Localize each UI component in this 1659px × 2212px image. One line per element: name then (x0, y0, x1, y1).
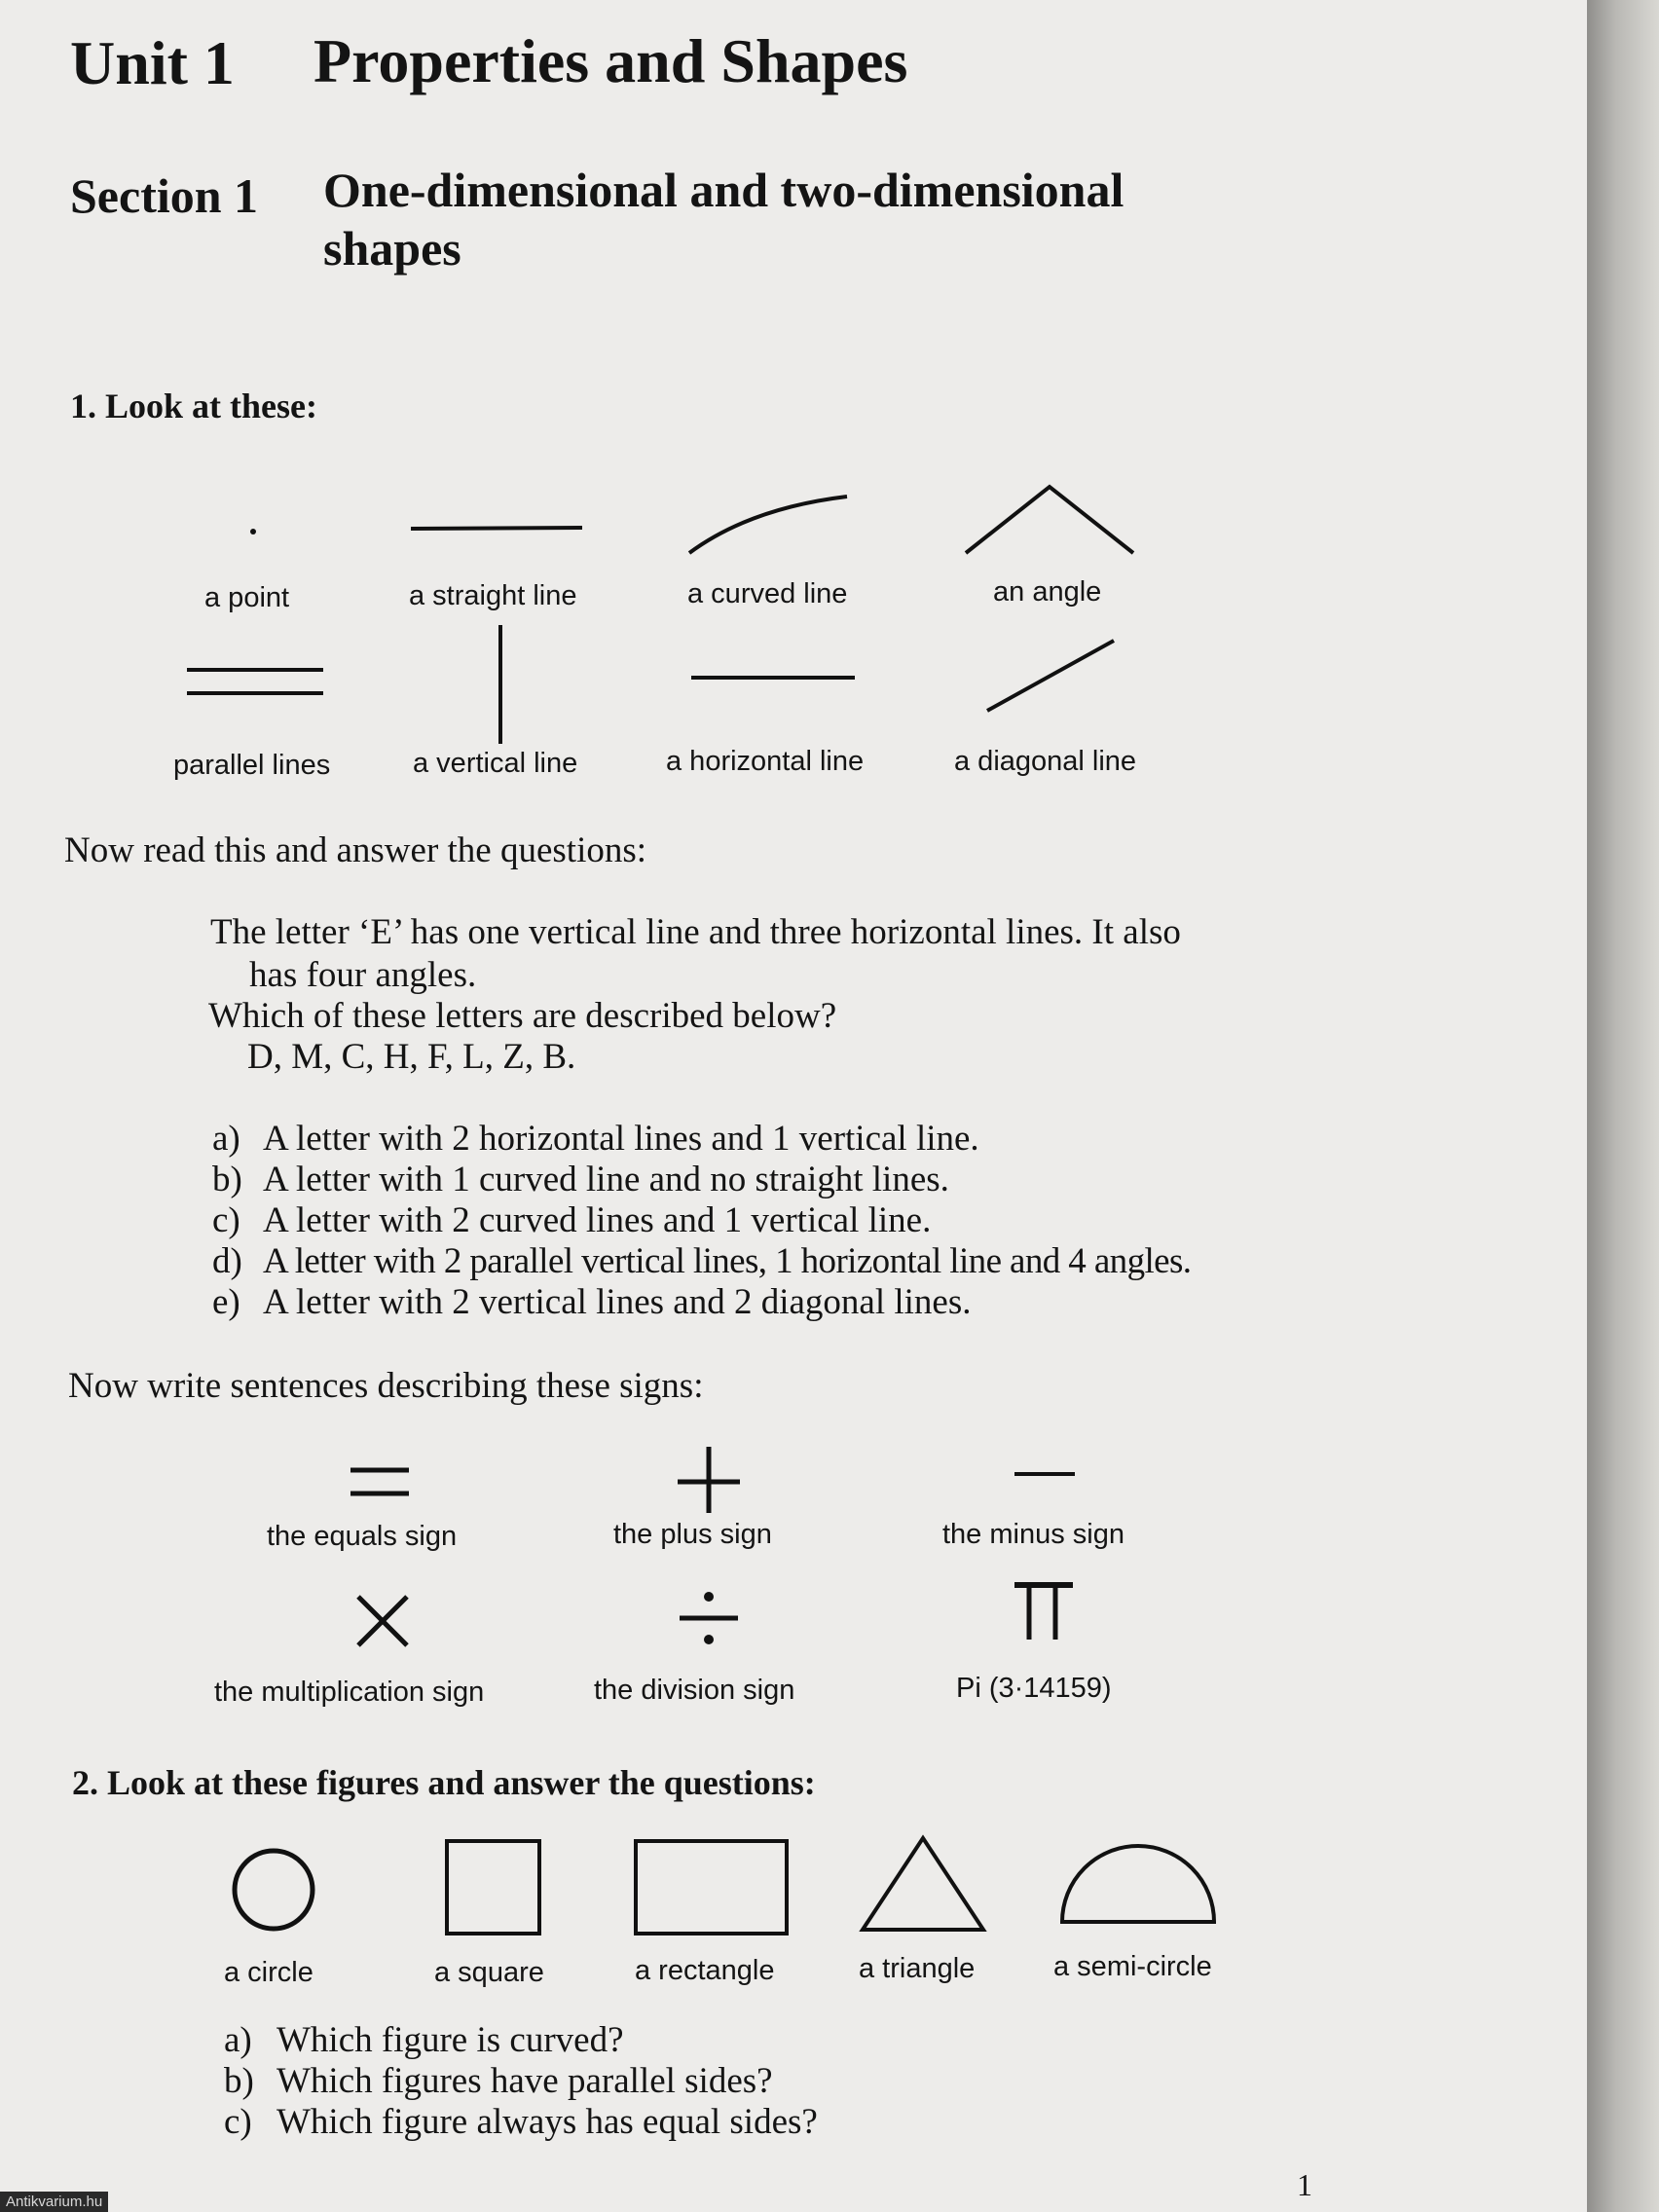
diagonal-line-icon (981, 635, 1127, 717)
question-d-text: A letter with 2 parallel vertical lines, 1 horizontal line and 4 angles. (263, 1241, 1192, 1281)
unit-title: Properties and Shapes (313, 26, 908, 95)
letter-options: D, M, C, H, F, L, Z, B. (247, 1037, 576, 1077)
question-c-text: A letter with 2 curved lines and 1 vertical line. (263, 1200, 932, 1240)
semi-circle-icon (1057, 1838, 1219, 1926)
exercise2-question-a-text: Which figure is curved? (276, 2020, 624, 2060)
exercise1-heading: 1. Look at these: (70, 387, 317, 425)
sign-label-division: the division sign (594, 1675, 795, 1706)
curved-line-icon (682, 487, 857, 565)
figure-label-point: a point (204, 582, 290, 613)
section-title-line2: shapes (323, 221, 461, 276)
question-c-marker: c) (212, 1200, 240, 1240)
exercise2-question-a-marker: a) (224, 2020, 252, 2060)
question-a-marker: a) (212, 1119, 240, 1159)
sign-label-equals: the equals sign (267, 1521, 458, 1552)
square-icon (444, 1838, 543, 1937)
sign-label-pi: Pi (3·14159) (956, 1673, 1112, 1704)
shape-label-square: a square (434, 1957, 544, 1988)
watermark: Antikvarium.hu (0, 2192, 108, 2212)
question-b-marker: b) (212, 1160, 242, 1199)
question-b-text: A letter with 1 curved line and no straight lines. (263, 1160, 949, 1199)
question-e-text: A letter with 2 vertical lines and 2 diagonal lines. (263, 1282, 972, 1322)
pi-icon (1013, 1579, 1075, 1641)
horizontal-line-icon (689, 668, 857, 687)
shape-label-circle: a circle (224, 1957, 313, 1988)
angle-icon (962, 481, 1137, 559)
figure-label-angle: an angle (993, 576, 1102, 608)
circle-icon (230, 1846, 317, 1934)
figure-label-parallel-lines: parallel lines (173, 750, 331, 781)
exercise2-question-c-text: Which figure always has equal sides? (276, 2102, 818, 2142)
figure-label-straight-line: a straight line (409, 580, 577, 611)
example-line-1: The letter ‘E’ has one vertical line and three horizontal lines. It also (210, 912, 1181, 952)
figure-label-vertical-line: a vertical line (413, 748, 578, 779)
unit-number: Unit 1 (70, 28, 235, 97)
equals-icon (349, 1464, 411, 1499)
signs-instruction: Now write sentences describing these signs: (68, 1366, 704, 1406)
section-number: Section 1 (70, 168, 259, 223)
question-a-text: A letter with 2 horizontal lines and 1 vertical line. (263, 1119, 979, 1159)
shape-label-semi-circle: a semi-circle (1053, 1951, 1212, 1982)
exercise2-question-b-text: Which figures have parallel sides? (276, 2061, 773, 2101)
page-edge (1587, 0, 1659, 2212)
point-icon (243, 522, 263, 541)
figure-label-curved-line: a curved line (687, 578, 848, 609)
example-line-2: has four angles. (249, 955, 477, 995)
triangle-icon (857, 1834, 989, 1936)
sign-label-minus: the minus sign (942, 1519, 1124, 1550)
plus-icon (674, 1445, 744, 1515)
page-number: 1 (1297, 2167, 1312, 2202)
sign-label-multiplication: the multiplication sign (214, 1677, 485, 1708)
shape-label-rectangle: a rectangle (635, 1955, 775, 1986)
reading-instruction: Now read this and answer the questions: (64, 830, 647, 870)
figure-label-horizontal-line: a horizontal line (666, 746, 865, 777)
question-d-marker: d) (212, 1241, 242, 1281)
question-prompt: Which of these letters are described below? (208, 996, 837, 1036)
minus-icon (1013, 1468, 1077, 1480)
question-e-marker: e) (212, 1282, 240, 1322)
exercise2-question-c-marker: c) (224, 2102, 252, 2142)
rectangle-icon (633, 1838, 791, 1937)
sign-label-plus: the plus sign (613, 1519, 772, 1550)
section-title-line1: One-dimensional and two-dimensional (323, 163, 1124, 217)
multiplication-icon (352, 1591, 413, 1651)
vertical-line-icon (487, 623, 516, 746)
division-icon (674, 1589, 744, 1649)
straight-line-icon (409, 516, 584, 545)
exercise2-heading: 2. Look at these figures and answer the questions: (72, 1763, 816, 1802)
parallel-lines-icon (183, 658, 329, 707)
figure-label-diagonal-line: a diagonal line (954, 746, 1137, 777)
shape-label-triangle: a triangle (859, 1953, 976, 1984)
exercise2-question-b-marker: b) (224, 2061, 254, 2101)
